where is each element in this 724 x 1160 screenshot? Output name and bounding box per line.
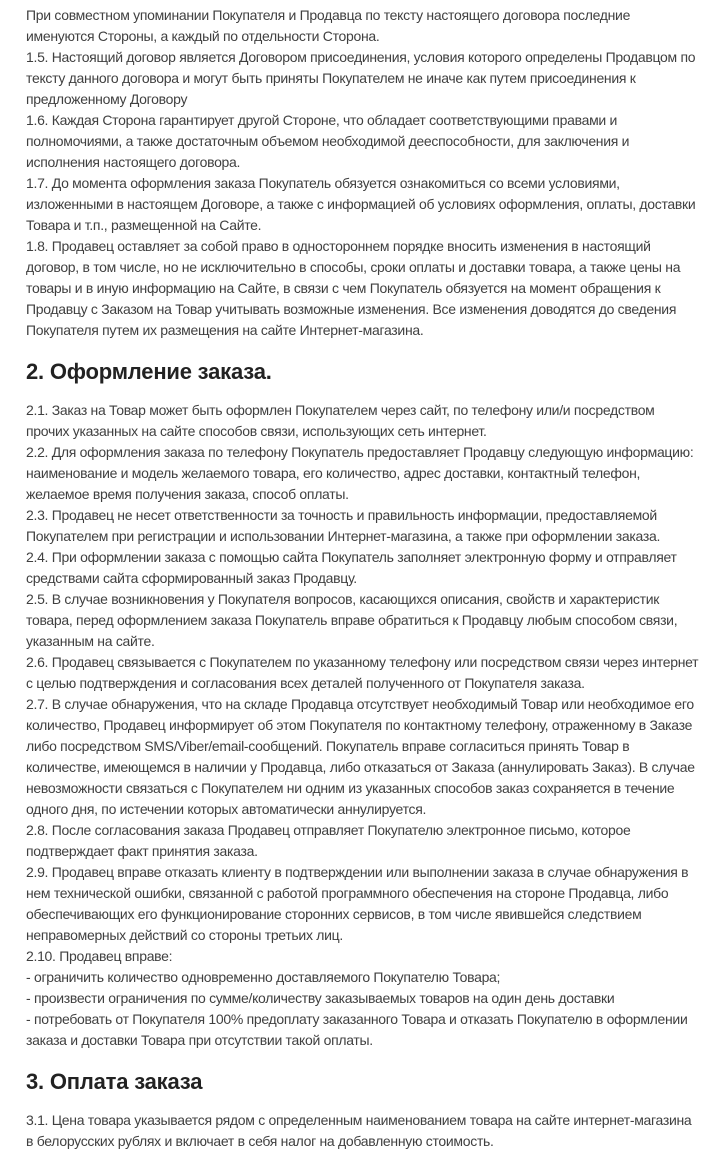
paragraph: 2.2. Для оформления заказа по телефону Покупатель предоставляет Продавцу следующую информацию: наименование и модель желаемого товара, его количество, адрес доставки, контактный телефон, желаемое время получения заказа, способ оплаты. bbox=[26, 444, 694, 502]
section-general-terms bbox=[26, 5, 700, 341]
paragraph: 2.5. В случае возникновения у Покупателя вопросов, касающихся описания, свойств и характеристик товара, перед оформлением заказа Покупатель вправе обратиться к Продавцу любым способом связи, указанным на сайте. bbox=[26, 591, 678, 649]
paragraph: 2.7. В случае обнаружения, что на складе Продавца отсутствует необходимый Товар или необходимое его количество, Продавец информирует об этом Покупателя по контактному телефону, отраженному в Заказе либо посредством SMS/Viber/email-сообщений. Покупатель вправе согласиться принять Товар в количестве, имеющемся в наличии у Продавца, либо отказаться от Заказа (аннулировать Заказ). В случае невозможности связаться с Покупателем ни одним из указанных способов заказ сохраняется в течение одного дня, по истечении которых автоматически аннулируется. bbox=[26, 696, 695, 817]
list-item-dash: - потребовать от Покупателя 100% предоплату заказанного Товара и отказать Покупателю в оформлении заказа и доставки Товара при отсутствии такой оплаты. bbox=[26, 1011, 688, 1048]
paragraph: 2.10. Продавец вправе: bbox=[26, 948, 173, 964]
section-order-placement bbox=[26, 357, 700, 1051]
paragraph: 1.5. Настоящий договор является Договором присоединения, условия которого определены Продавцом по тексту данного договора и могут быть приняты Покупателем не иначе как путем присоединения к предложенному Договору bbox=[26, 49, 696, 107]
paragraph: 1.6. Каждая Сторона гарантирует другой Стороне, что обладает соответствующими правами и полномочиями, а также достаточным объемом необходимой дееспособности, для заключения и исполнения настоящего договора. bbox=[26, 112, 630, 170]
paragraph: При совместном упоминании Покупателя и Продавца по тексту настоящего договора последние именуются Стороны, а каждый по отдельности Сторона. bbox=[26, 7, 631, 44]
section-heading-order-placement: 2. Оформление заказа. bbox=[26, 359, 272, 384]
paragraph: 2.6. Продавец связывается с Покупателем по указанному телефону или посредством связи через интернет с целью подтверждения и согласования всех деталей полученного от Покупателя заказа. bbox=[26, 654, 699, 691]
paragraph: 2.3. Продавец не несет ответственности за точность и правильность информации, предоставляемой Покупателем при регистрации и использовании Интернет-магазина, а также при оформлении заказа. bbox=[26, 507, 661, 544]
paragraph: 2.8. После согласования заказа Продавец отправляет Покупателю электронное письмо, которое подтверждает факт принятия заказа. bbox=[26, 822, 631, 859]
paragraph: 2.1. Заказ на Товар может быть оформлен Покупателем через сайт, по телефону или/и посредством прочих указанных на сайте способов связи, использующих сеть интернет. bbox=[26, 402, 655, 439]
paragraph: 3.1. Цена товара указывается рядом с определенным наименованием товара на сайте интернет-магазина в белорусских рублях и включает в себя налог на добавленную стоимость. bbox=[26, 1112, 692, 1149]
paragraph: 2.4. При оформлении заказа с помощью сайта Покупатель заполняет электронную форму и отправляет средствами сайта сформированный заказ Продавцу. bbox=[26, 549, 677, 586]
list-item-dash: - произвести ограничения по сумме/количеству заказываемых товаров на один день доставки bbox=[26, 990, 615, 1006]
paragraph: 1.7. До момента оформления заказа Покупатель обязуется ознакомиться со всеми условиями, изложенными в настоящем Договоре, а также с информацией об условиях оформления, оплаты, доставки Товара и т.п., размещенной на Сайте. bbox=[26, 175, 696, 233]
section-heading-order-payment: 3. Оплата заказа bbox=[26, 1069, 203, 1094]
list-item-dash: - ограничить количество одновременно доставляемого Покупателю Товара; bbox=[26, 969, 501, 985]
paragraph: 2.9. Продавец вправе отказать клиенту в подтверждении или выполнении заказа в случае обнаружения в нем технической ошибки, связанной с работой программного обеспечения на стороне Продавца, либо обеспечивающих его функционирование сторонних сервисов, в том числе явившейся следствием неправомерных действий со стороны третьих лиц. bbox=[26, 864, 689, 943]
section-order-payment bbox=[26, 1067, 700, 1152]
paragraph: 1.8. Продавец оставляет за собой право в одностороннем порядке вносить изменения в настоящий договор, в том числе, но не исключительно в способы, сроки оплаты и доставки товара, а также цены на товары и в иную информацию на Сайте, в связи с чем Покупатель обязуется на момент обращения к Продавцу с Заказом на Товар учитывать возможные изменения. Все изменения доводятся до сведения Покупателя путем их размещения на сайте Интернет-магазина. bbox=[26, 238, 681, 338]
